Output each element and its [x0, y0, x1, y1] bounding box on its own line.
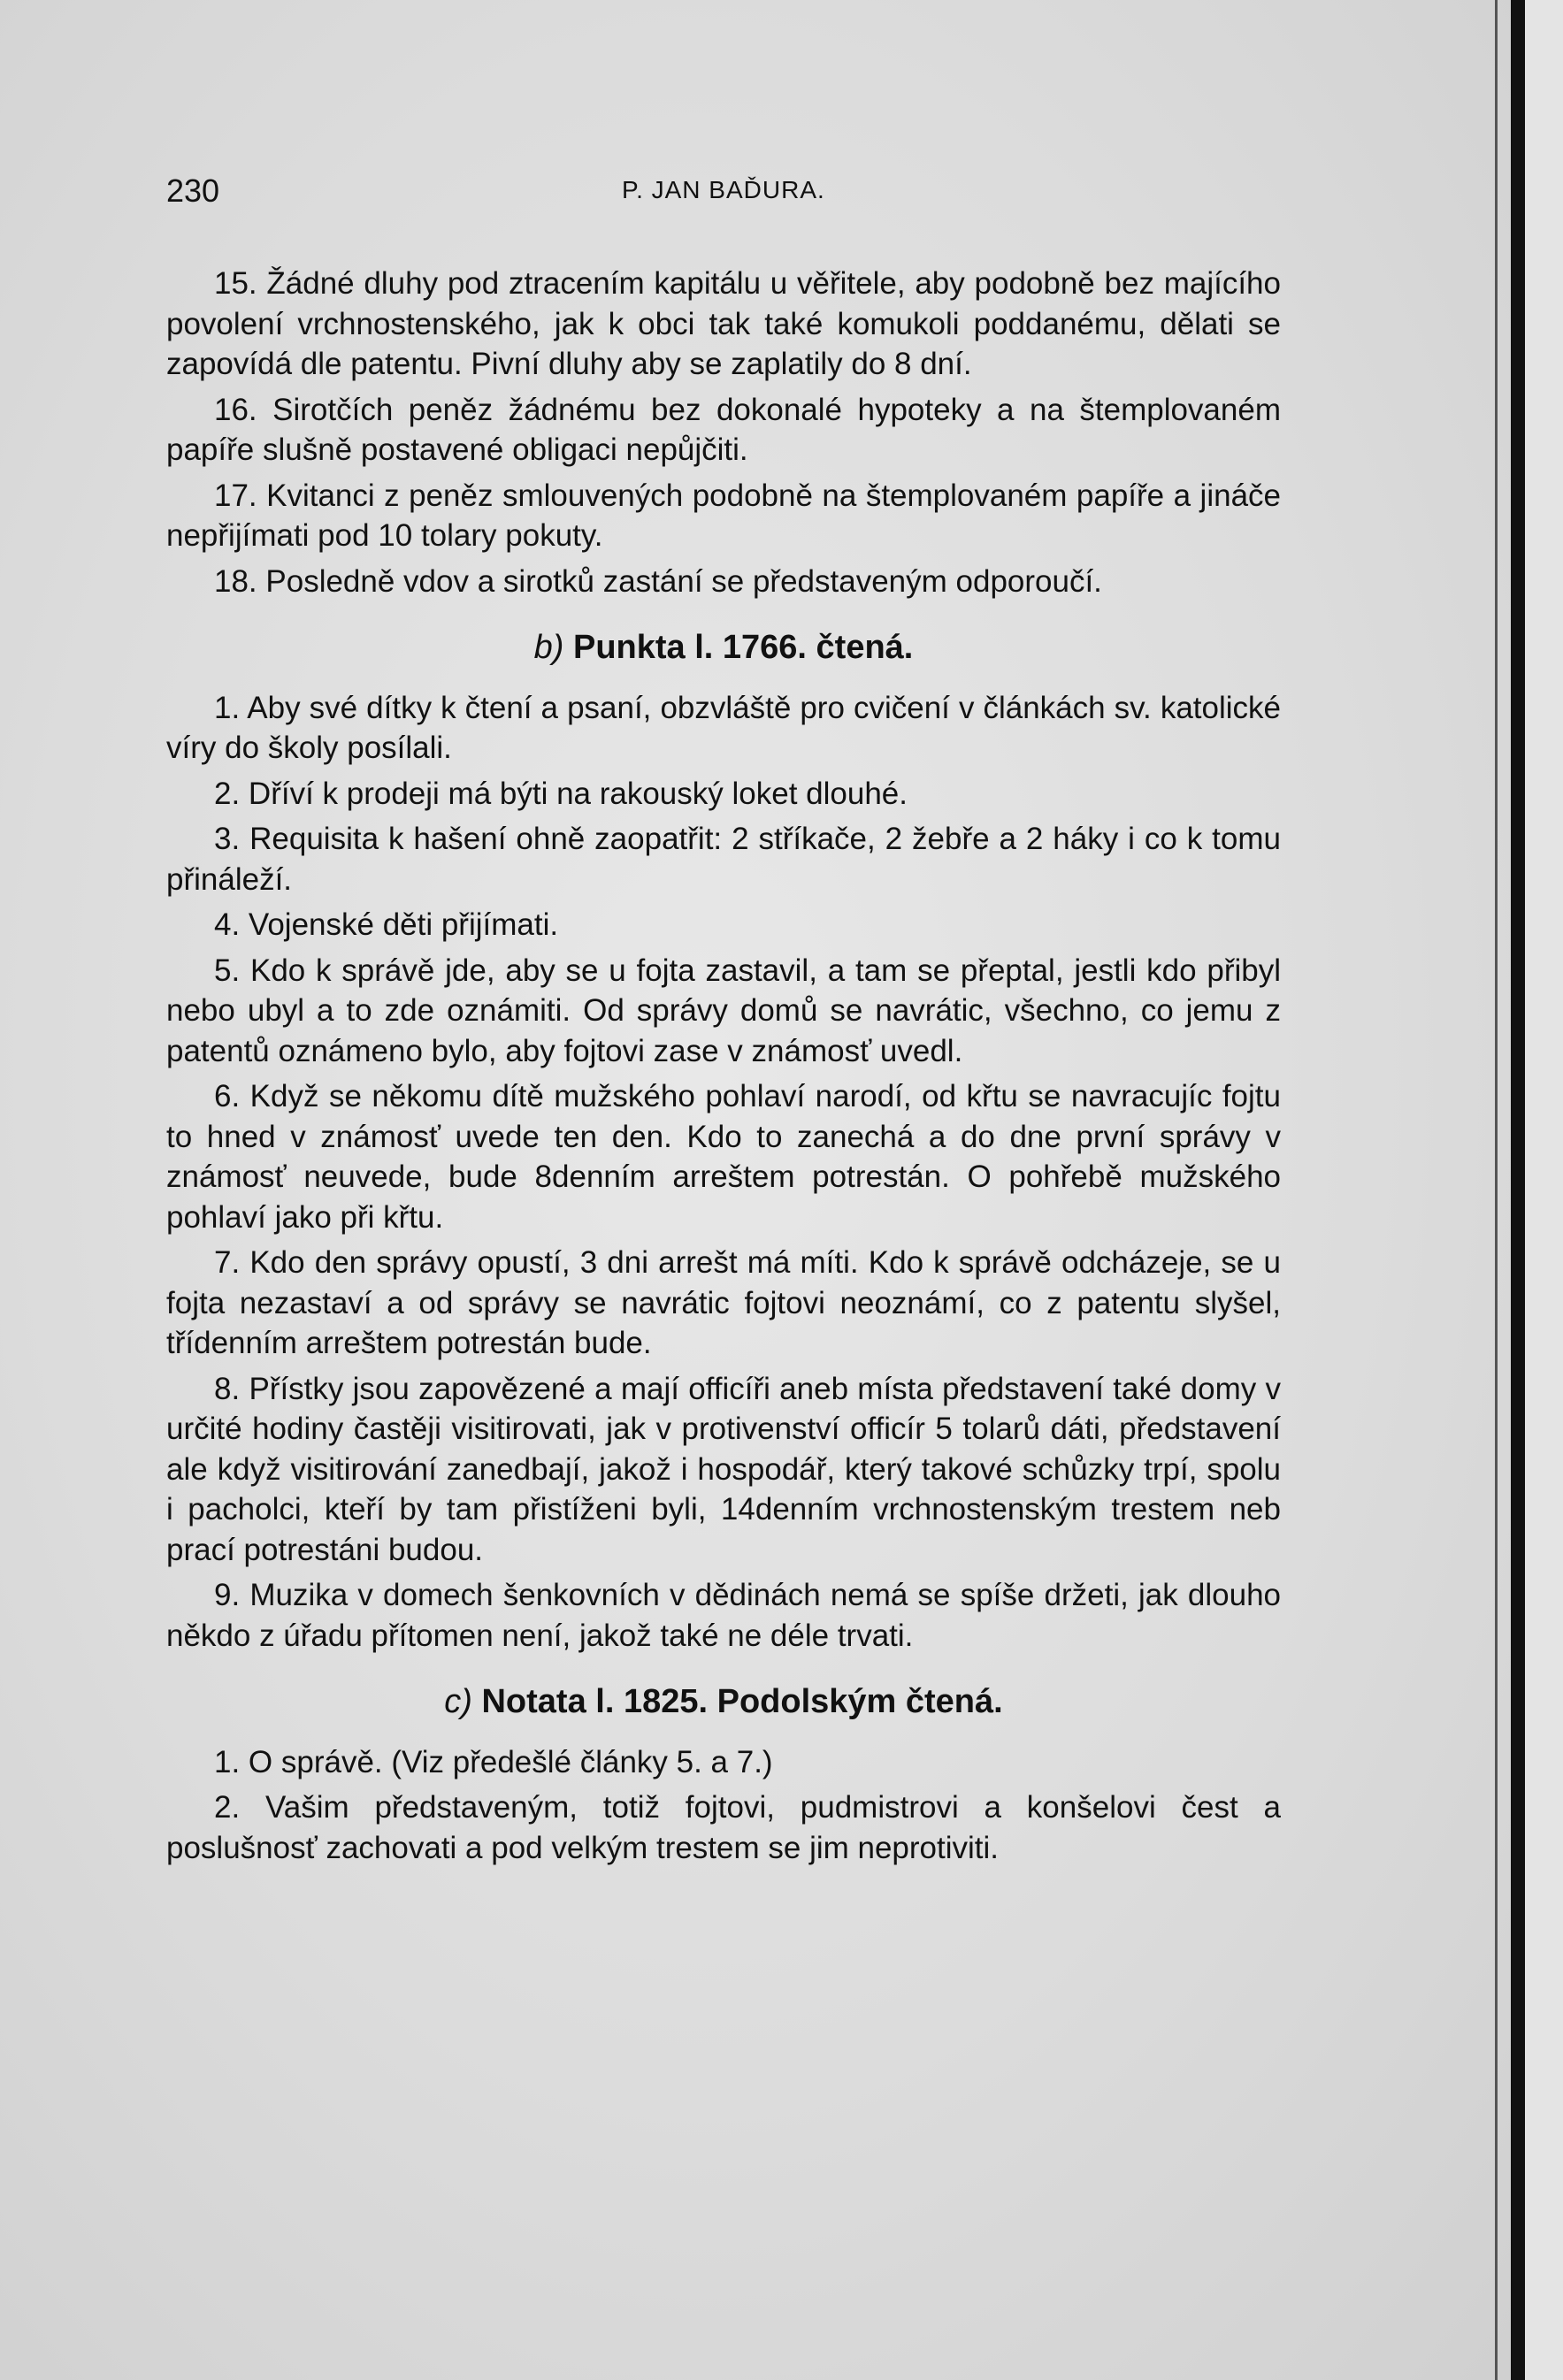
section-c-item-1: 1. O správě. (Viz předešlé články 5. a 7.): [214, 1744, 773, 1779]
section-b-item-1: 1. Aby své dítky k čtení a psaní, obzvláště pro cvičení v článkách sv. katolické víry do školy posílali.: [166, 690, 1281, 765]
paragraph-18: 18. Posledně vdov a sirotků zastání se představeným odporoučí.: [214, 563, 1102, 599]
page-edge-shadow: [1511, 0, 1525, 2380]
section-c-title: Notata l. 1825. Podolským čtená.: [481, 1683, 1003, 1720]
section-b-item-6: 6. Když se někomu dítě mužského pohlaví narodí, od křtu se navracujíc fojtu to hned v známosť uvede ten den. Kdo to zanechá a do dne první správy v známosť neuvede, bude 8denním arreštem potrestán. O pohřebě mužského pohlaví jako při křtu.: [166, 1079, 1281, 1235]
section-b-heading: [166, 628, 1281, 669]
page-edge-margin: [1525, 0, 1563, 2380]
section-b-item-5: 5. Kdo k správě jde, aby se u fojta zastavil, a tam se přeptal, jestli kdo přibyl nebo ubyl a to zde oznámiti. Od správy domů se navrátic, všechno, co jemu z patentů oznámeno bylo, aby fojtovi zase v známosť uvedl.: [166, 953, 1281, 1068]
section-b-item-7: 7. Kdo den správy opustí, 3 dni arrešt má míti. Kdo k správě odcházeje, se u fojta nezastaví a od správy se navrátic fojtovi neoznámí, co z patentu slyšel, třídenním arreštem potrestán bude.: [166, 1245, 1281, 1360]
paragraph-16: 16. Sirotčích peněz žádnému bez dokonalé hypoteky a na štemplovaném papíře slušně postavené obligaci nepůjčiti.: [166, 392, 1281, 467]
running-title: P. JAN BAĎURA.: [622, 176, 825, 203]
section-c-letter: c): [444, 1683, 472, 1720]
paragraph-17: 17. Kvitanci z peněz smlouvených podobně na štemplovaném papíře a jináče nepřijímati pod 10 tolary pokuty.: [166, 478, 1281, 553]
paragraph-15: 15. Žádné dluhy pod ztracením kapitálu u věřitele, aby podobně bez majícího povolení vrchnostenského, jak k obci tak také komukoli poddanému, dělati se zapovídá dle patentu. Pivní dluhy aby se zaplatily do 8 dní.: [166, 266, 1281, 381]
body-text: [166, 264, 1281, 1873]
section-b-item-8: 8. Přístky jsou zapovězené a mají officíři aneb místa představení také domy v určité hodiny častěji visitirovati, jak v protivenství officír 5 tolarů dáti, představení ale když visitirování zanedbají, jakož i hospodář, který takové schůzky trpí, spolu i pacholci, kteří by tam přistíženi byli, 14denním vrchnostenským trestem neb prací potrestáni budou.: [166, 1371, 1281, 1567]
section-c-heading: [166, 1682, 1281, 1723]
section-b-item-3: 3. Requisita k hašení ohně zaopatřit: 2 stříkače, 2 žebře a 2 háky i co k tomu přináleží.: [166, 822, 1281, 897]
section-b-item-2: 2. Dříví k prodeji má býti na rakouský loket dlouhé.: [214, 776, 908, 811]
section-c-item-2: 2. Vašim představeným, totiž fojtovi, pudmistrovi a konšelovi čest a poslušnosť zachovati a pod velkým trestem se jim neprotiviti.: [166, 1790, 1281, 1865]
page-number: 230: [166, 172, 220, 209]
section-b-title: Punkta l. 1766. čtená.: [572, 629, 914, 666]
section-b-letter: b): [533, 629, 564, 666]
section-b-item-4: 4. Vojenské děti přijímati.: [214, 907, 559, 942]
page-edge-line: [1495, 0, 1498, 2380]
section-b-item-9: 9. Muzika v domech šenkovních v dědinách nemá se spíše držeti, jak dlouho někdo z úřadu přítomen není, jakož také ne déle trvati.: [166, 1578, 1281, 1653]
